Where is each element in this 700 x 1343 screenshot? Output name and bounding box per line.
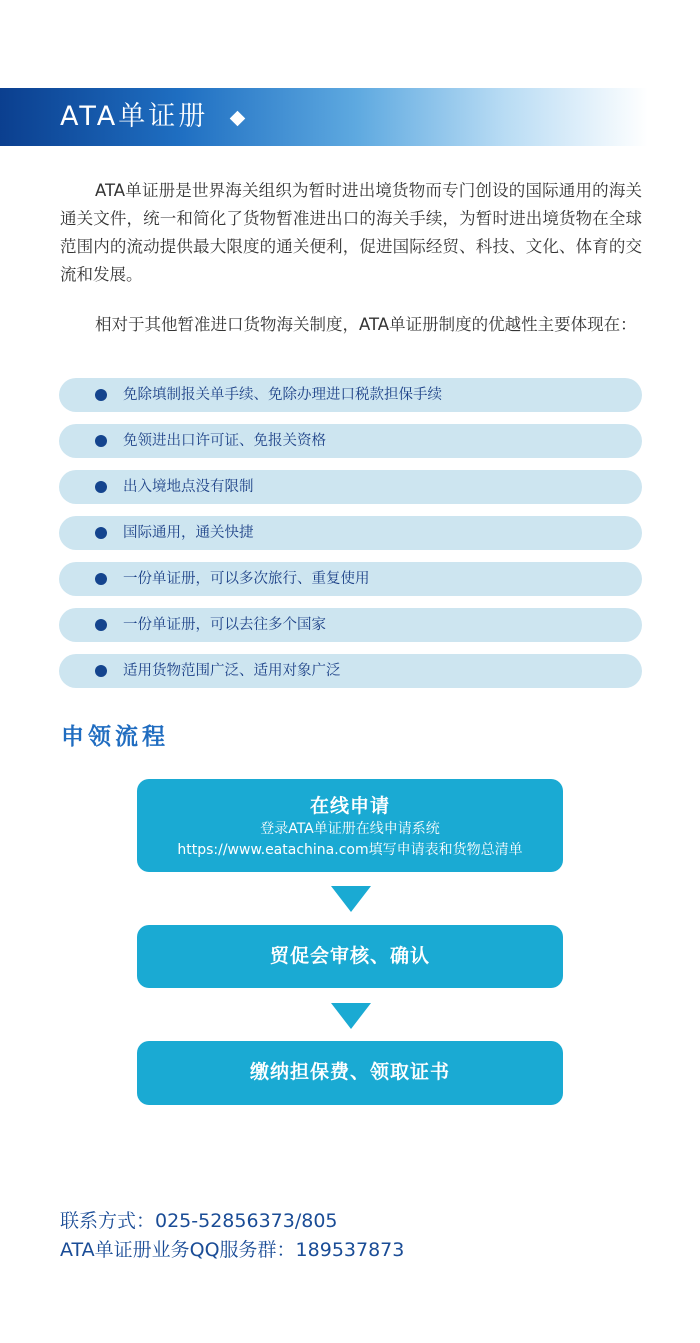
advantage-item [59,562,642,596]
advantage-text: 国际通用，通关快捷 [123,525,254,541]
title-banner [0,88,648,146]
step-title: 在线申请 [309,795,390,817]
advantage-item [59,470,642,504]
bullet-icon [95,435,107,447]
advantage-item [59,516,642,550]
bullet-icon [95,619,107,631]
down-arrow-icon [331,886,371,912]
down-arrow-icon [331,1003,371,1029]
advantage-text: 适用货物范围广泛、适用对象广泛 [123,663,341,679]
bullet-icon [95,573,107,585]
intro-paragraph: ATA单证册是世界海关组织为暂时进出境货物而专门创设的国际通用的海关通关文件，统一和简化了货物暂准进出口的海关手续，为暂时进出境货物在全球范围内的流动提供最大限度的通关便利，促进国际经贸、科技、文化、体育的交流和发展。 [60,181,642,284]
advantage-item [59,654,642,688]
process-step-apply [137,779,563,872]
banner-title: ATA单证册 [60,101,209,132]
advantage-text: 一份单证册，可以多次旅行、重复使用 [123,571,370,587]
advantage-item [59,424,642,458]
advantages-list [59,378,642,700]
advantage-item [59,378,642,412]
bullet-icon [95,389,107,401]
bullet-icon [95,527,107,539]
advantage-text: 免除填制报关单手续、免除办理进口税款担保手续 [123,387,442,403]
advantage-text: 免领进出口许可证、免报关资格 [123,433,326,449]
process-step-pay [137,1041,563,1105]
step-url: https://www.eatachina.com填写申请表和货物总清单 [177,842,523,858]
advantages-intro: 相对于其他暂准进口货物海关制度，ATA单证册制度的优越性主要体现在： [95,315,637,334]
contact-qq-group: ATA单证册业务QQ服务群：189537873 [60,1239,405,1261]
bullet-icon [95,665,107,677]
advantage-item [59,608,642,642]
step-description: 登录ATA单证册在线申请系统 [260,821,440,837]
step-title: 缴纳担保费、领取证书 [249,1061,450,1083]
process-title: 申领流程 [61,724,169,750]
process-step-review [137,925,563,988]
bullet-icon [95,481,107,493]
advantage-text: 出入境地点没有限制 [123,479,254,495]
step-title: 贸促会审核、确认 [269,945,430,967]
advantage-text: 一份单证册，可以去往多个国家 [123,617,326,633]
contact-phone: 联系方式：025-52856373/805 [60,1210,338,1232]
